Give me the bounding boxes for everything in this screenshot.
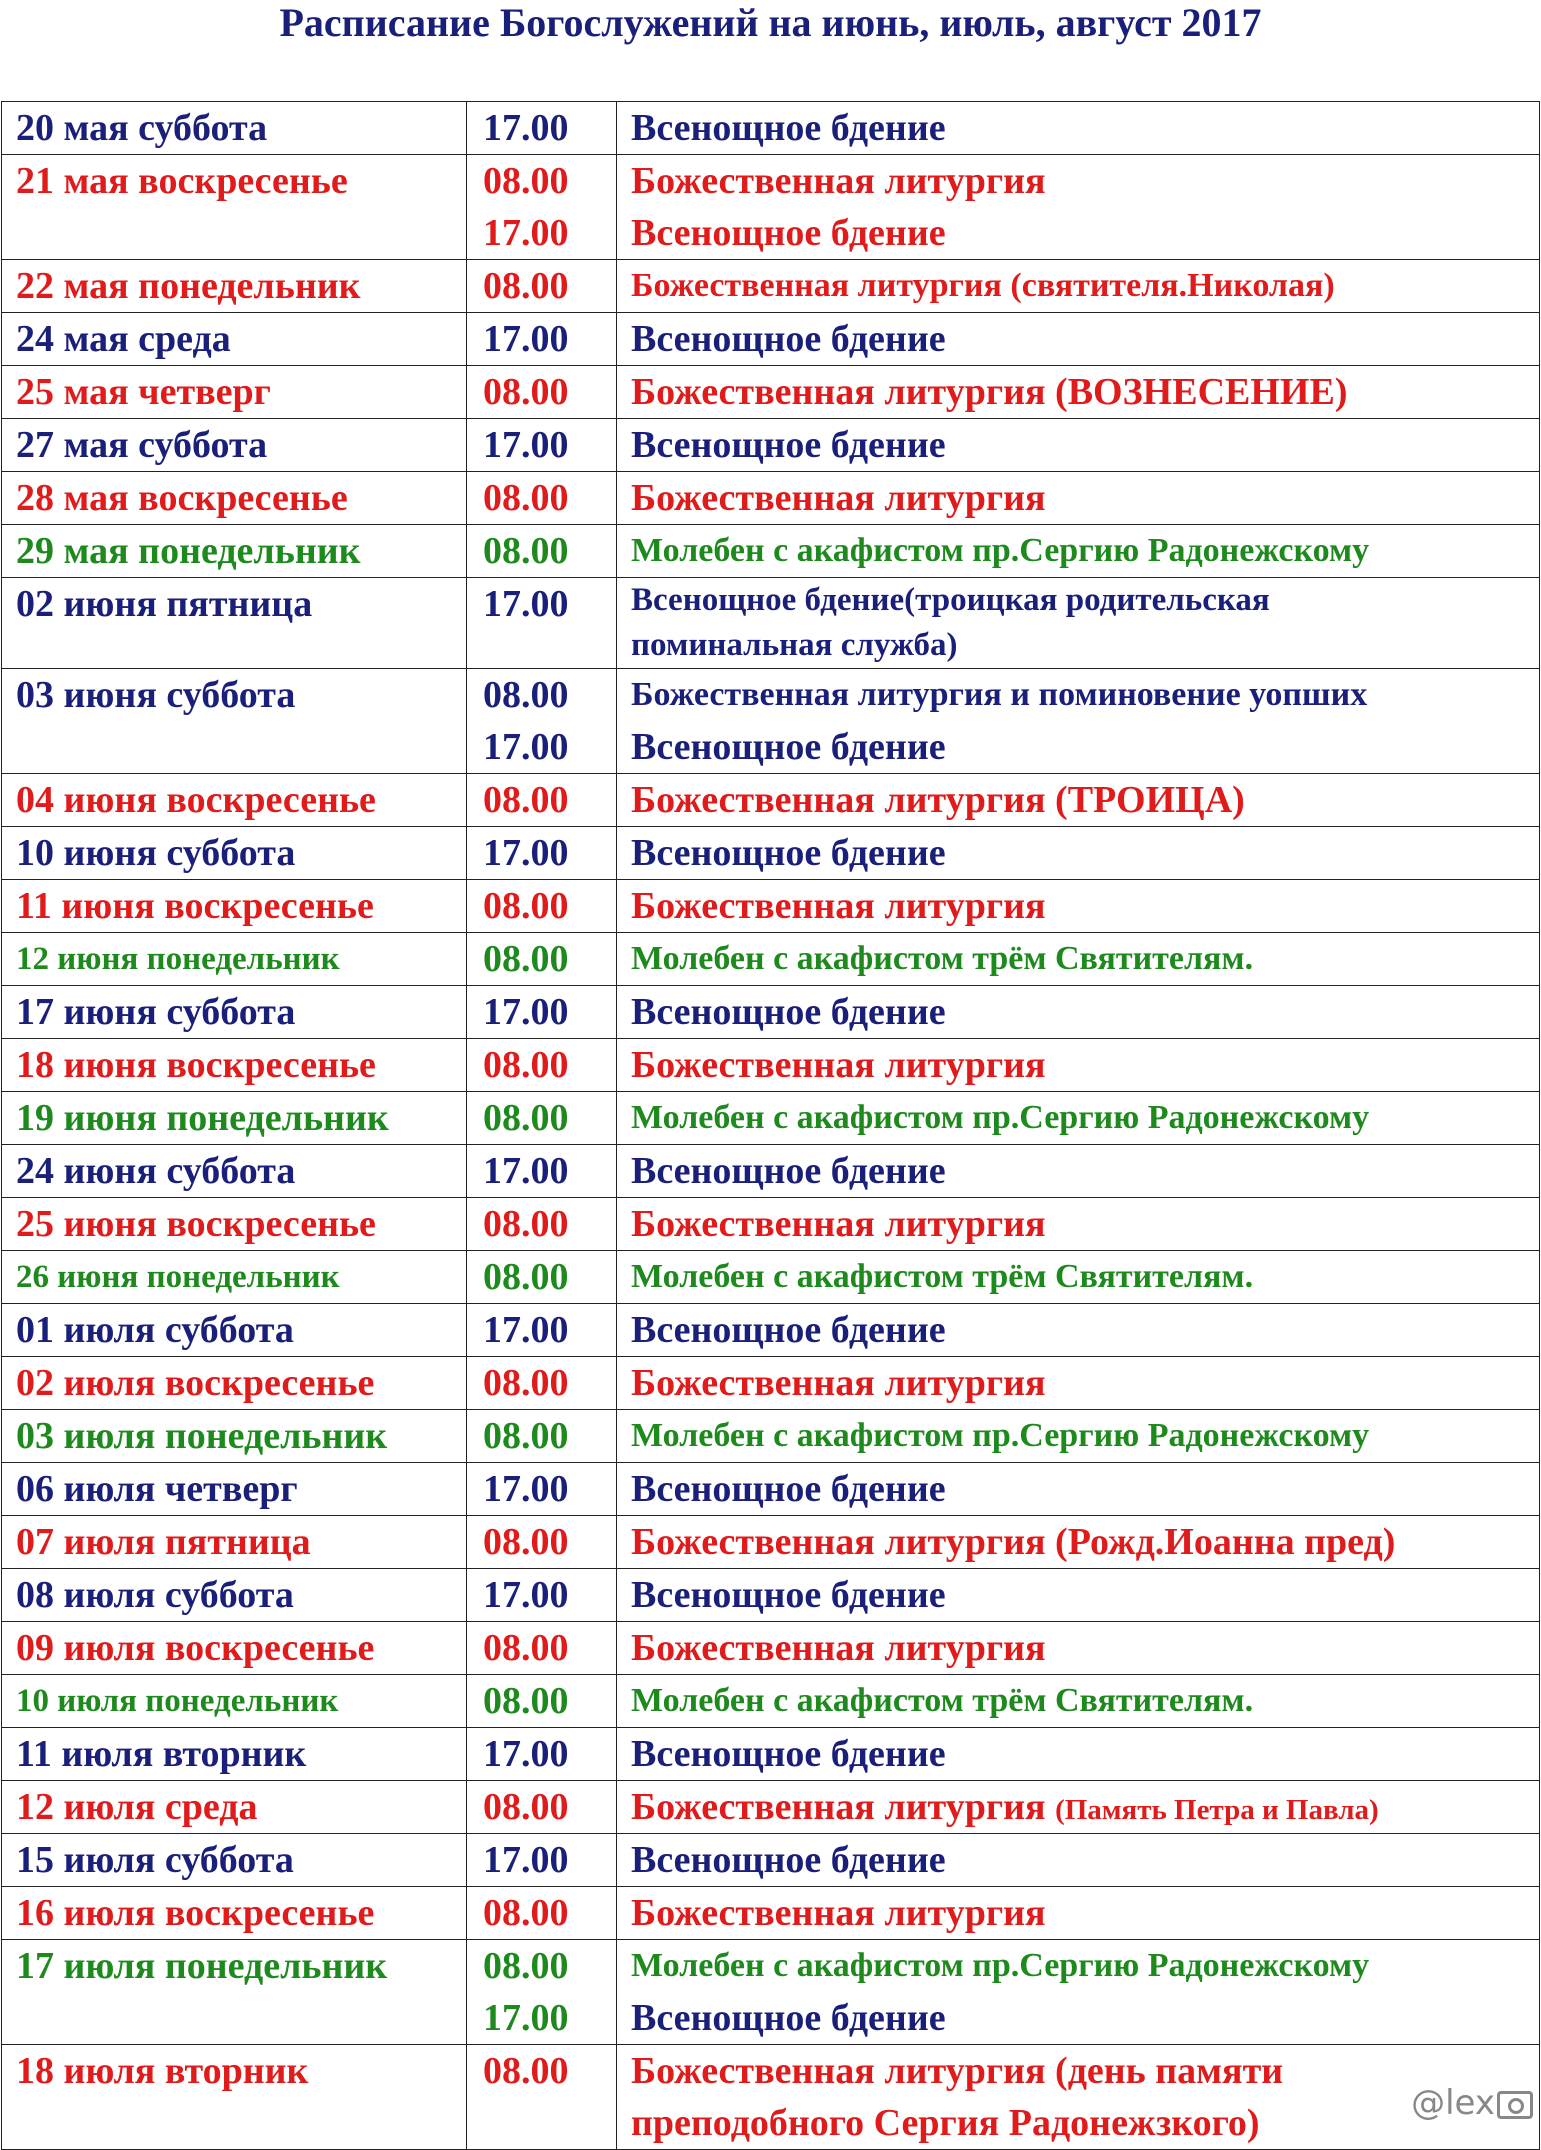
- service-label: преподобного Сергия Радонежзкого): [631, 2102, 1260, 2144]
- date-label: 03 июля понедельник: [16, 1415, 388, 1457]
- date-label: 08 июля суббота: [16, 1574, 294, 1616]
- table-row: [2, 102, 1540, 155]
- table-row: [2, 1304, 1540, 1357]
- service-cell: [617, 1887, 1540, 1940]
- date-label: 10 июля понедельник: [16, 1683, 339, 1719]
- date-cell: [2, 986, 467, 1039]
- time-label: 17.00: [483, 583, 569, 625]
- service-cell: [617, 1092, 1540, 1145]
- time-label: 08.00: [483, 1680, 569, 1722]
- service-cell: [617, 1039, 1540, 1092]
- date-label: 15 июля суббота: [16, 1839, 294, 1881]
- service-label: Божественная литургия (святителя.Николая): [631, 267, 1335, 304]
- date-cell: [2, 1145, 467, 1198]
- table-row: [2, 669, 1540, 774]
- time-cell: [467, 1145, 617, 1198]
- date-cell: [2, 669, 467, 774]
- time-cell: [467, 102, 617, 155]
- table-row: [2, 1251, 1540, 1304]
- table-row: [2, 1516, 1540, 1569]
- service-cell: [617, 1622, 1540, 1675]
- service-cell: [617, 827, 1540, 880]
- date-cell: [2, 155, 467, 260]
- time-cell: [467, 366, 617, 419]
- service-label: Всенощное бдение: [631, 424, 946, 466]
- service-cell: [617, 313, 1540, 366]
- time-cell: [467, 880, 617, 933]
- time-label: 17.00: [483, 1733, 569, 1775]
- date-cell: [2, 1622, 467, 1675]
- time-cell: [467, 1622, 617, 1675]
- service-label: Всенощное бдение: [631, 832, 946, 874]
- time-cell: [467, 1728, 617, 1781]
- service-cell: [617, 1940, 1540, 2045]
- time-label: 08.00: [483, 1203, 569, 1245]
- time-cell: [467, 1516, 617, 1569]
- date-cell: [2, 102, 467, 155]
- table-row: [2, 774, 1540, 827]
- date-label: 18 июня воскресенье: [16, 1044, 376, 1086]
- date-label: 17 июля понедельник: [16, 1945, 388, 1987]
- date-cell: [2, 1198, 467, 1251]
- table-row: [2, 933, 1540, 986]
- time-cell: [467, 1834, 617, 1887]
- table-row: [2, 419, 1540, 472]
- service-label: Молебен с акафистом пр.Сергию Радонежскому: [631, 1099, 1370, 1136]
- date-cell: [2, 1410, 467, 1463]
- table-row: [2, 313, 1540, 366]
- date-label: 17 июня суббота: [16, 991, 296, 1033]
- date-cell: [2, 1569, 467, 1622]
- date-label: 16 июля воскресенье: [16, 1892, 375, 1934]
- time-cell: [467, 1569, 617, 1622]
- date-cell: [2, 1781, 467, 1834]
- date-label: 01 июля суббота: [16, 1309, 294, 1351]
- time-label: 08.00: [483, 1892, 569, 1934]
- time-cell: [467, 578, 617, 669]
- time-label: 08.00: [483, 938, 569, 980]
- time-cell: [467, 933, 617, 986]
- table-row: [2, 1834, 1540, 1887]
- service-label: Всенощное бдение: [631, 107, 946, 149]
- service-cell: [617, 419, 1540, 472]
- time-label: 17.00: [483, 1468, 569, 1510]
- service-cell: [617, 578, 1540, 669]
- time-label: 17.00: [483, 1839, 569, 1881]
- watermark-text: @lex: [1411, 2083, 1495, 2123]
- service-cell: [617, 774, 1540, 827]
- service-cell: [617, 1198, 1540, 1251]
- service-label: Молебен с акафистом трём Святителям.: [631, 1258, 1254, 1295]
- date-label: 02 июля воскресенье: [16, 1362, 375, 1404]
- date-label: 12 июля среда: [16, 1786, 258, 1828]
- date-cell: [2, 1834, 467, 1887]
- time-label: 08.00: [483, 265, 569, 307]
- service-label: Всенощное бдение: [631, 1997, 946, 2039]
- time-label: 08.00: [483, 1521, 569, 1563]
- date-cell: [2, 1887, 467, 1940]
- date-cell: [2, 366, 467, 419]
- table-row: [2, 1887, 1540, 1940]
- time-cell: [467, 1357, 617, 1410]
- time-label: 08.00: [483, 1362, 569, 1404]
- date-cell: [2, 1092, 467, 1145]
- table-row: [2, 1622, 1540, 1675]
- time-label: 08.00: [483, 779, 569, 821]
- date-cell: [2, 1940, 467, 2045]
- time-label: 17.00: [483, 832, 569, 874]
- date-label: 21 мая воскресенье: [16, 160, 348, 202]
- camera-icon: [1497, 2091, 1533, 2119]
- table-row: [2, 1092, 1540, 1145]
- date-label: 25 мая четверг: [16, 371, 271, 413]
- time-cell: [467, 525, 617, 578]
- time-cell: [467, 1940, 617, 2045]
- time-cell: [467, 260, 617, 313]
- time-label: 08.00: [483, 160, 569, 202]
- date-cell: [2, 260, 467, 313]
- service-cell: [617, 1728, 1540, 1781]
- service-label: Молебен с акафистом пр.Сергию Радонежскому: [631, 1417, 1370, 1454]
- date-cell: [2, 525, 467, 578]
- date-cell: [2, 1675, 467, 1728]
- time-cell: [467, 1198, 617, 1251]
- time-label: 08.00: [483, 2050, 569, 2092]
- time-label: 17.00: [483, 1574, 569, 1616]
- service-cell: [617, 525, 1540, 578]
- schedule-body: [2, 102, 1540, 2150]
- service-label: Всенощное бдение: [631, 318, 946, 360]
- table-row: [2, 1410, 1540, 1463]
- time-cell: [467, 2045, 617, 2150]
- table-row: [2, 366, 1540, 419]
- time-label: 08.00: [483, 477, 569, 519]
- time-cell: [467, 1039, 617, 1092]
- table-row: [2, 1569, 1540, 1622]
- date-label: 11 июля вторник: [16, 1733, 307, 1775]
- service-cell: [617, 1251, 1540, 1304]
- service-label: Молебен с акафистом пр.Сергию Радонежскому: [631, 532, 1370, 569]
- date-label: 25 июня воскресенье: [16, 1203, 376, 1245]
- time-label: 17.00: [483, 726, 569, 768]
- date-label: 19 июня понедельник: [16, 1097, 389, 1139]
- date-cell: [2, 419, 467, 472]
- time-cell: [467, 986, 617, 1039]
- time-label: 08.00: [483, 1415, 569, 1457]
- table-row: [2, 827, 1540, 880]
- service-cell: [617, 155, 1540, 260]
- time-cell: [467, 1304, 617, 1357]
- service-label: Всенощное бдение: [631, 1309, 946, 1351]
- service-cell: [617, 1410, 1540, 1463]
- table-row: [2, 1675, 1540, 1728]
- time-label: 08.00: [483, 371, 569, 413]
- time-cell: [467, 313, 617, 366]
- service-cell: [617, 933, 1540, 986]
- time-cell: [467, 1463, 617, 1516]
- time-label: 08.00: [483, 1256, 569, 1298]
- table-row: [2, 1357, 1540, 1410]
- time-cell: [467, 827, 617, 880]
- date-label: 02 июня пятница: [16, 583, 313, 625]
- table-row: [2, 1145, 1540, 1198]
- time-cell: [467, 669, 617, 774]
- time-label: 08.00: [483, 530, 569, 572]
- date-label: 11 июня воскресенье: [16, 885, 374, 927]
- time-label: 17.00: [483, 991, 569, 1033]
- service-label: Молебен с акафистом пр.Сергию Радонежскому: [631, 1947, 1370, 1984]
- service-cell: [617, 1304, 1540, 1357]
- service-cell: [617, 102, 1540, 155]
- time-cell: [467, 419, 617, 472]
- time-label: 17.00: [483, 107, 569, 149]
- time-label: 17.00: [483, 318, 569, 360]
- table-row: [2, 1463, 1540, 1516]
- service-label: Божественная литургия: [631, 1627, 1046, 1669]
- service-label: Божественная литургия: [631, 477, 1046, 519]
- service-cell: [617, 1357, 1540, 1410]
- service-label: Божественная литургия: [631, 1362, 1046, 1404]
- date-label: 29 мая понедельник: [16, 530, 361, 572]
- table-row: [2, 1198, 1540, 1251]
- time-label: 08.00: [483, 674, 569, 716]
- date-label: 26 июня понедельник: [16, 1259, 340, 1295]
- service-label: Молебен с акафистом трём Святителям.: [631, 940, 1254, 977]
- date-cell: [2, 774, 467, 827]
- table-row: [2, 1728, 1540, 1781]
- time-label: 17.00: [483, 1309, 569, 1351]
- date-cell: [2, 1304, 467, 1357]
- time-cell: [467, 1781, 617, 1834]
- service-label: Божественная литургия (день памяти: [631, 2050, 1284, 2092]
- service-label: Всенощное бдение: [631, 212, 946, 254]
- time-label: 08.00: [483, 1786, 569, 1828]
- date-label: 10 июня суббота: [16, 832, 296, 874]
- service-label: Божественная литургия (Рожд.Иоанна пред): [631, 1521, 1396, 1563]
- service-label: Божественная литургия и поминовение уопших: [631, 676, 1368, 713]
- service-label: Всенощное бдение: [631, 1733, 946, 1775]
- service-cell: [617, 1781, 1540, 1834]
- time-label: 08.00: [483, 1097, 569, 1139]
- time-cell: [467, 1410, 617, 1463]
- date-cell: [2, 1516, 467, 1569]
- time-cell: [467, 1092, 617, 1145]
- table-row: [2, 260, 1540, 313]
- date-label: 18 июля вторник: [16, 2050, 309, 2092]
- date-cell: [2, 313, 467, 366]
- date-label: 03 июня суббота: [16, 674, 296, 716]
- date-label: 09 июля воскресенье: [16, 1627, 375, 1669]
- service-label: Божественная литургия: [631, 1892, 1046, 1934]
- service-label: Божественная литургия (ТРОИЦА): [631, 779, 1245, 821]
- table-row: [2, 155, 1540, 260]
- date-label: 06 июля четверг: [16, 1468, 298, 1510]
- service-label: Божественная литургия: [631, 160, 1046, 202]
- time-label: 17.00: [483, 1150, 569, 1192]
- service-cell: [617, 1516, 1540, 1569]
- table-row: [2, 986, 1540, 1039]
- table-row: [2, 472, 1540, 525]
- time-cell: [467, 472, 617, 525]
- service-cell: [617, 260, 1540, 313]
- date-label: 20 мая суббота: [16, 107, 268, 149]
- service-label: Всенощное бдение: [631, 1150, 946, 1192]
- service-label: Божественная литургия (ВОЗНЕСЕНИЕ): [631, 371, 1348, 413]
- service-label: Божественная литургия: [631, 1203, 1046, 1245]
- service-cell: [617, 1463, 1540, 1516]
- service-cell: [617, 1834, 1540, 1887]
- date-cell: [2, 2045, 467, 2150]
- service-label: Божественная литургия: [631, 885, 1046, 927]
- service-cell: [617, 1569, 1540, 1622]
- service-cell: [617, 366, 1540, 419]
- time-cell: [467, 774, 617, 827]
- date-cell: [2, 1463, 467, 1516]
- date-cell: [2, 933, 467, 986]
- service-label: Всенощное бдение: [631, 1839, 946, 1881]
- time-cell: [467, 1251, 617, 1304]
- service-cell: [617, 880, 1540, 933]
- time-cell: [467, 1675, 617, 1728]
- table-row: [2, 1039, 1540, 1092]
- service-cell: [617, 986, 1540, 1039]
- table-row: [2, 1781, 1540, 1834]
- time-label: 17.00: [483, 212, 569, 254]
- date-label: 24 июня суббота: [16, 1150, 296, 1192]
- service-cell: [617, 472, 1540, 525]
- service-label: Божественная литургия: [631, 1044, 1046, 1086]
- date-cell: [2, 1039, 467, 1092]
- date-cell: [2, 827, 467, 880]
- time-cell: [467, 155, 617, 260]
- service-cell: [617, 1675, 1540, 1728]
- date-label: 07 июля пятница: [16, 1521, 311, 1563]
- service-label: Божественная литургия: [631, 1786, 1046, 1828]
- table-row: [2, 525, 1540, 578]
- watermark: [1411, 2083, 1533, 2123]
- date-cell: [2, 1357, 467, 1410]
- date-label: 22 мая понедельник: [16, 265, 361, 307]
- time-label: 08.00: [483, 1627, 569, 1669]
- table-row: [2, 880, 1540, 933]
- time-label: 08.00: [483, 1044, 569, 1086]
- service-label: Всенощное бдение: [631, 991, 946, 1033]
- service-note: (Память Петра и Павла): [1055, 1794, 1379, 1826]
- date-cell: [2, 578, 467, 669]
- service-cell: [617, 2045, 1540, 2150]
- service-cell: [617, 1145, 1540, 1198]
- table-row: [2, 578, 1540, 669]
- date-label: 28 мая воскресенье: [16, 477, 348, 519]
- date-label: 12 июня понедельник: [16, 941, 340, 977]
- service-label: Всенощное бдение: [631, 1574, 946, 1616]
- time-label: 17.00: [483, 1997, 569, 2039]
- service-label: Всенощное бдение: [631, 726, 946, 768]
- date-label: 27 мая суббота: [16, 424, 268, 466]
- date-cell: [2, 880, 467, 933]
- date-cell: [2, 1251, 467, 1304]
- time-label: 08.00: [483, 1945, 569, 1987]
- service-label: Молебен с акафистом трём Святителям.: [631, 1682, 1254, 1719]
- service-label: Всенощное бдение: [631, 1468, 946, 1510]
- service-label: Всенощное бдение(троицкая родительская: [631, 582, 1270, 618]
- time-label: 08.00: [483, 885, 569, 927]
- time-cell: [467, 1887, 617, 1940]
- table-row: [2, 1940, 1540, 2045]
- time-label: 17.00: [483, 424, 569, 466]
- date-cell: [2, 472, 467, 525]
- page-title: Расписание Богослужений на июнь, июль, август 2017: [279, 0, 1262, 45]
- date-label: 04 июня воскресенье: [16, 779, 376, 821]
- service-cell: [617, 669, 1540, 774]
- schedule-table: [1, 101, 1540, 2150]
- date-label: 24 мая среда: [16, 318, 231, 360]
- table-row: [2, 2045, 1540, 2150]
- date-cell: [2, 1728, 467, 1781]
- service-label: поминальная служба): [631, 627, 958, 663]
